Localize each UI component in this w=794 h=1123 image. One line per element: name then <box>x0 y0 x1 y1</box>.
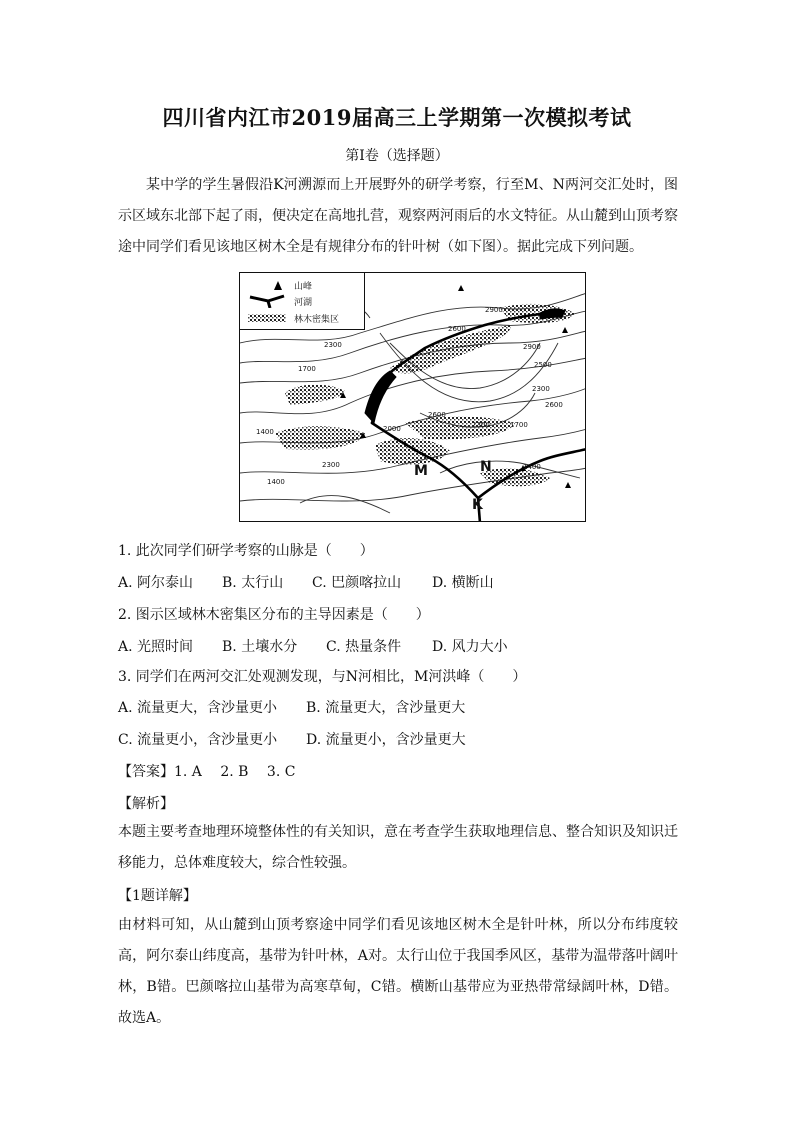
contour-label: 2300 <box>324 341 342 349</box>
map-letter-k: K <box>472 497 483 513</box>
option-c: C. 热量条件 <box>326 639 402 655</box>
analysis-text: 本题主要考查地理环境整体性的有关知识，意在考查学生获取地理信息、整合知识及知识迁移能力，总体难度较大，综合性较强。 <box>118 824 678 871</box>
option-b: B. 土壤水分 <box>222 639 298 655</box>
contour-label: 2600 <box>545 401 563 409</box>
contour-label: 1700 <box>510 421 528 429</box>
detail-1-text: 由材料可知，从山麓到山顶考察途中同学们看见该地区树木全是针叶林，所以分布纬度较高，阿尔泰山纬度高，基带为针叶林，A对。太行山位于我国季风区，基带为温带落叶阔叶林，B错。巴颜喀拉山基带为高寒草甸，C错。横断山基带应为亚热带常绿阔叶林，D错。故选A。 <box>118 917 678 1026</box>
contour-label: 1400 <box>256 428 274 436</box>
answer-line <box>118 761 295 781</box>
contour-label: 2600 <box>448 325 466 333</box>
river-icon <box>248 294 292 308</box>
option-a: A. 阿尔泰山 <box>118 575 194 591</box>
contour-label: 2300 <box>532 385 550 393</box>
analysis-label: 【解析】 <box>118 796 174 812</box>
contour-label: 2500 <box>534 361 552 369</box>
legend-peak <box>244 277 362 293</box>
intro-paragraph: 某中学的学生暑假沿K河溯源而上开展野外的研学考察，行至M、N两河交汇处时，图示区域东北部下起了雨，便决定在高地扎营，观察两河雨后的水文特征。从山麓到山顶考察途中同学们看见该地区树木全是有规律分布的针叶树（如下图）。据此完成下列问题。 <box>118 177 678 255</box>
legend-forest <box>244 310 362 326</box>
legend-river <box>244 293 362 309</box>
question-3-options-row1 <box>118 697 465 717</box>
contour-label: 2300 <box>472 421 490 429</box>
option-a: A. 流量更大，含沙量更小 <box>118 700 278 716</box>
map-letter-m: M <box>414 463 428 479</box>
answer-label: 【答案】 <box>118 764 174 780</box>
question-1-options <box>118 572 494 592</box>
contour-label: 1400 <box>523 463 541 471</box>
detail-1-label: 【1题详解】 <box>118 888 197 904</box>
answer-text: 1. A 2. B 3. C <box>174 764 296 780</box>
legend-forest-label: 林木密集区 <box>294 315 340 325</box>
question-3-stem: 3. 同学们在两河交汇处观测发现，与N河相比，M河洪峰（ ） <box>118 669 527 685</box>
document-title: 四川省内江市2019届高三上学期第一次模拟考试 <box>162 105 632 130</box>
option-c: C. 巴颜喀拉山 <box>312 575 402 591</box>
topographic-map <box>239 272 586 522</box>
map-legend <box>240 273 365 330</box>
option-b: B. 流量更大，含沙量更大 <box>306 700 466 716</box>
contour-label: 1400 <box>267 478 285 486</box>
question-2-options <box>118 636 508 656</box>
contour-label: 2600 <box>428 411 446 419</box>
option-d: D. 流量更小，含沙量更大 <box>306 732 466 748</box>
question-1-stem: 1. 此次同学们研学考察的山脉是（ ） <box>118 543 374 559</box>
contour-label: 1700 <box>298 365 316 373</box>
question-3-options-row2 <box>118 729 466 749</box>
contour-label: 2000 <box>383 425 401 433</box>
forest-icon <box>246 311 290 325</box>
option-c: C. 流量更小，含沙量更小 <box>118 732 278 748</box>
contour-label: 2900 <box>485 306 503 314</box>
legend-river-label: 河湖 <box>294 298 313 308</box>
section-subtitle: 第Ⅰ卷（选择题） <box>345 148 449 164</box>
option-a: A. 光照时间 <box>118 639 194 655</box>
option-d: D. 横断山 <box>432 575 494 591</box>
contour-label: 2300 <box>322 461 340 469</box>
contour-label: 2900 <box>523 343 541 351</box>
map-letter-n: N <box>480 459 492 475</box>
option-d: D. 风力大小 <box>432 639 508 655</box>
question-2-stem: 2. 图示区域林木密集区分布的主导因素是（ ） <box>118 607 430 623</box>
option-b: B. 太行山 <box>222 575 284 591</box>
legend-peak-label: 山峰 <box>294 282 313 292</box>
